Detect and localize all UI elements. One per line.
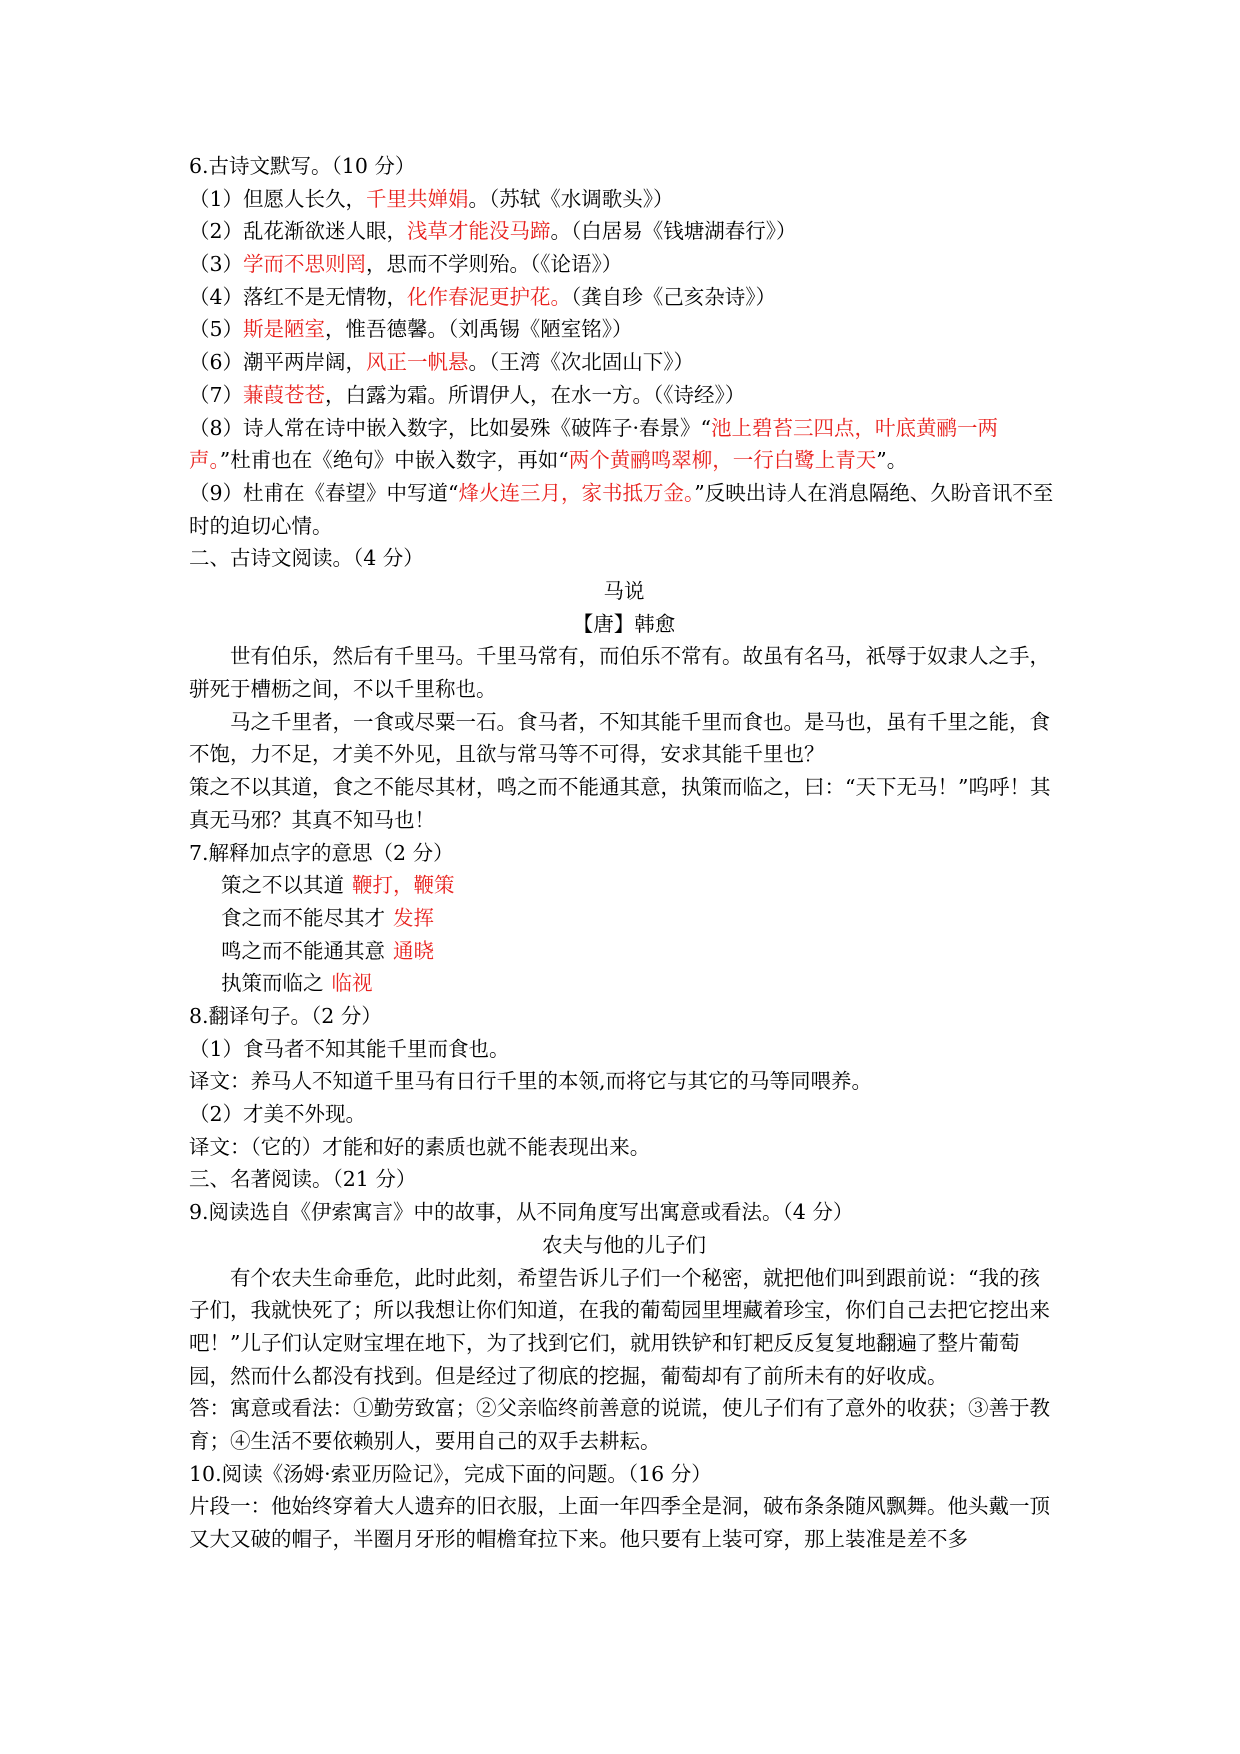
q6-item-2-answer: 浅草才能没马蹄 <box>407 219 551 244</box>
q6-item-6-answer: 风正一帆悬 <box>366 350 469 375</box>
q6-item-9 <box>189 477 1059 542</box>
q10-excerpt-1: 片段一：他始终穿着大人遗弃的旧衣服，上面一年四季全是洞，破布条条随风飘舞。他头戴一顶又大又破的帽子，半圈月牙形的帽檐耷拉下来。他只要有上装可穿，那上装准是差不多 <box>189 1494 1050 1552</box>
q6-item-3-source: ，思而不学则殆。（《论语》） <box>366 252 623 277</box>
q6-item-6-source: 。（王湾《次北固山下》） <box>468 350 695 375</box>
document-page <box>189 150 1059 1556</box>
q7-item-1-answer: 鞭打，鞭策 <box>352 873 455 898</box>
passage-paragraph-1: 世有伯乐，然后有千里马。千里马常有，而伯乐不常有。故虽有名马，祇辱于奴隶人之手，骈死于槽枥之间，不以千里称也。 <box>189 644 1050 702</box>
q6-heading: 6.古诗文默写。（10 分） <box>189 154 416 178</box>
q7-item-3 <box>189 935 1059 968</box>
fable-story: 有个农夫生命垂危，此时此刻，希望告诉儿子们一个秘密，就把他们叫到跟前说：“我的孩子们，我就快死了；所以我想让你们知道，在我的葡萄园里埋藏着珍宝，你们自己去把它挖出来吧！”儿子们认定财宝埋在地下，为了找到它们，就用铁铲和钉耙反反复复地翻遍了整片葡萄园，然而什么都没有找到。但是经过了彻底的挖掘，葡萄却有了前所未有的好收成。 <box>189 1265 1050 1388</box>
q6-item-8-middle: ”杜甫也在《绝句》中嵌入数字，再如“ <box>219 448 569 473</box>
fable-title: 农夫与他的儿子们 <box>542 1232 706 1257</box>
q7-item-1-phrase: 策之不以其道 <box>221 873 344 898</box>
q8-translation-2: 译文：（它的）才能和好的素质也就不能表现出来。 <box>189 1134 651 1159</box>
q6-item-8-text: （8）诗人常在诗中嵌入数字，比如晏殊《破阵子·春景》“ <box>189 415 712 440</box>
q6-item-1-text: （1）但愿人长久， <box>189 186 367 211</box>
q6-item-7 <box>189 379 1059 412</box>
q7-item-4-phrase: 执策而临之 <box>221 971 324 996</box>
q6-item-1 <box>189 183 1059 216</box>
q7-item-2 <box>189 902 1059 935</box>
q6-item-3 <box>189 248 1059 281</box>
q6-item-5-answer: 斯是陋室 <box>243 317 326 342</box>
q7-item-4 <box>189 967 1059 1000</box>
q7-item-2-answer: 发挥 <box>393 905 434 930</box>
q6-item-8-answer-2: 两个黄鹂鸣翠柳，一行白鹭上青天 <box>568 448 877 473</box>
q6-item-9-text: （9）杜甫在《春望》中写道“ <box>189 480 459 505</box>
passage-title: 马说 <box>603 579 645 603</box>
q6-item-5 <box>189 313 1059 346</box>
q6-item-7-answer: 蒹葭苍苍 <box>243 382 326 407</box>
q8-heading: 8.翻译句子。（2 分） <box>189 1004 382 1029</box>
q6-item-2 <box>189 215 1059 248</box>
q6-item-8-answer-1: 池上碧苔三四点，叶底黄鹂一两声。 <box>189 415 999 473</box>
q7-item-1 <box>189 869 1059 902</box>
q7-item-3-phrase: 鸣之而不能通其意 <box>221 938 385 963</box>
q6-item-3-text: （3） <box>189 252 244 277</box>
q6-item-7-source: ，白露为霜。所谓伊人，在水一方。（《诗经》） <box>325 382 746 407</box>
q6-item-6 <box>189 346 1059 379</box>
q6-item-6-text: （6）潮平两岸阔， <box>189 350 367 375</box>
q6-item-5-text: （5） <box>189 317 244 342</box>
q6-item-9-end: ”反映出诗人在消息隔绝、久盼音讯不至时的迫切心情。 <box>189 480 1054 538</box>
q6-item-9-answer: 烽火连三月，家书抵万金。 <box>458 480 695 505</box>
q6-item-1-answer: 千里共婵娟 <box>366 186 469 211</box>
q7-heading: 7.解释加点字的意思（2 分） <box>189 840 454 865</box>
q7-item-3-answer: 通晓 <box>393 938 434 963</box>
passage-author: 【唐】韩愈 <box>572 611 676 636</box>
q8-sentence-2: （2）才美不外现。 <box>189 1102 367 1127</box>
q6-item-8 <box>189 412 1059 477</box>
q6-item-8-end: ”。 <box>876 448 908 473</box>
q7-item-4-answer: 临视 <box>331 971 373 996</box>
section-2-heading: 二、古诗文阅读。（4 分） <box>189 546 424 571</box>
passage-paragraph-3: 策之不以其道，食之不能尽其材，鸣之而不能通其意，执策而临之，曰：“天下无马！”呜呼！其真无马邪？其真不知马也！ <box>189 775 1051 832</box>
q6-item-5-source: ，惟吾德馨。（刘禹锡《陋室铭》） <box>325 317 633 342</box>
q8-translation-1: 译文：养马人不知道千里马有日行千里的本领,而将它与其它的马等同喂养。 <box>189 1069 873 1094</box>
q6-item-4-source: （龚自珍《己亥杂诗》） <box>571 284 777 309</box>
q8-sentence-1: （1）食马者不知其能千里而食也。 <box>189 1036 510 1061</box>
q7-item-2-phrase: 食之而不能尽其才 <box>221 905 385 930</box>
q9-heading: 9.阅读选自《伊索寓言》中的故事，从不同角度写出寓意或看法。（4 分） <box>189 1200 854 1225</box>
q6-item-2-text: （2）乱花渐欲迷人眼， <box>189 219 408 244</box>
section-3-heading: 三、名著阅读。（21 分） <box>189 1167 417 1192</box>
q9-answer: 答：寓意或看法：①勤劳致富；②父亲临终前善意的说谎，使儿子们有了意外的收获；③善于教育；④生活不要依赖别人，要用自己的双手去耕耘。 <box>189 1396 1050 1454</box>
passage-paragraph-2: 马之千里者，一食或尽粟一石。食马者，不知其能千里而食也。是马也，虽有千里之能，食不饱，力不足，才美不外见，且欲与常马等不可得，安求其能千里也？ <box>189 709 1050 767</box>
q6-item-4-answer: 化作春泥更护花。 <box>407 284 572 309</box>
q6-item-3-answer: 学而不思则罔 <box>243 252 367 277</box>
q10-heading: 10.阅读《汤姆·索亚历险记》，完成下面的问题。（16 分） <box>189 1461 712 1486</box>
q6-item-4-text: （4）落红不是无情物， <box>189 284 408 309</box>
q6-item-4 <box>189 281 1059 314</box>
q6-item-7-text: （7） <box>189 382 244 407</box>
q6-item-2-source: 。（白居易《钱塘湖春行》） <box>550 219 797 244</box>
q6-item-1-source: 。（苏轼《水调歌头》） <box>468 186 674 211</box>
